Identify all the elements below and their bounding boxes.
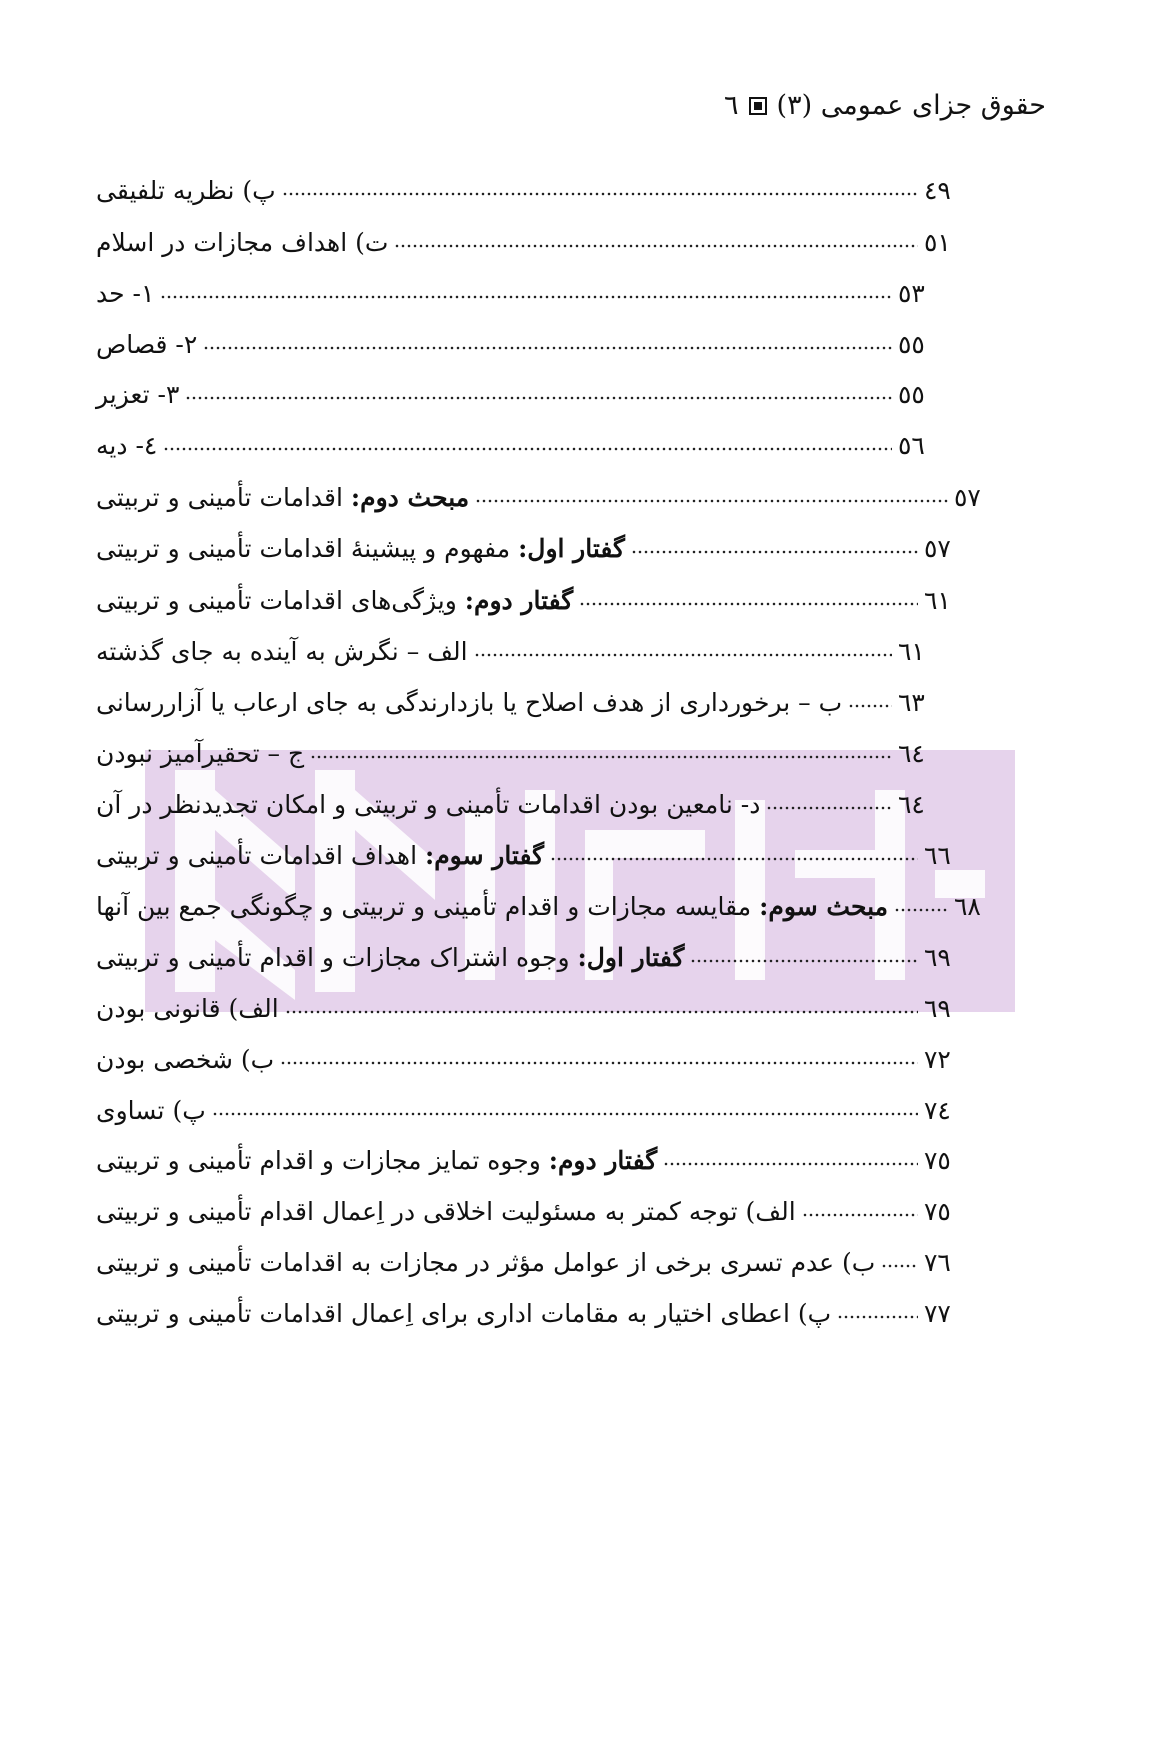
toc-dot-leader (631, 550, 918, 554)
toc-entry-title (96, 380, 179, 409)
toc-page-number: ٥٧ (954, 482, 981, 512)
toc-page-number: ٦١ (924, 585, 951, 615)
toc-dot-leader (282, 192, 918, 196)
toc-entry-title (96, 1299, 831, 1328)
toc-entry-text: ویژگی‌های اقدامات تأمینی و تربیتی (96, 585, 465, 615)
toc-entry-text: اهداف اقدامات تأمینی و تربیتی (96, 840, 425, 870)
toc-page-number: ٦١ (898, 636, 925, 666)
toc-entry[interactable] (96, 1242, 958, 1282)
toc-entry[interactable] (96, 835, 958, 875)
toc-entry-title (96, 330, 197, 359)
toc-entry-text: ب – برخورداری از هدف اصلاح یا بازدارندگی به جای ارعاب یا آزاررسانی (96, 687, 843, 717)
toc-entry-title (96, 586, 573, 615)
toc-entry[interactable] (96, 374, 932, 414)
square-bullet-icon (749, 97, 767, 115)
toc-entry-title (96, 841, 544, 870)
toc-page-number: ٧٧ (924, 1298, 951, 1328)
toc-entry-title (96, 279, 154, 308)
toc-dot-leader (690, 959, 918, 963)
toc-entry-text: ب) عدم تسری برخی از عوامل مؤثر در مجازات به اقدامات تأمینی و تربیتی (96, 1247, 876, 1277)
toc-entry-label: مبحث دوم: (350, 482, 470, 512)
book-title: حقوق جزای عمومی (٣) (776, 90, 1046, 121)
toc-entry[interactable] (96, 1140, 958, 1180)
toc-entry-title (96, 892, 888, 921)
toc-entry[interactable] (96, 631, 932, 671)
toc-page-number: ٧٥ (924, 1145, 951, 1175)
toc-entry-text: الف) توجه کمتر به مسئولیت اخلاقی در اِعمال اقدام تأمینی و تربیتی (96, 1196, 796, 1226)
toc-entry-text: ١- حد (96, 278, 155, 308)
toc-entry[interactable] (96, 1191, 958, 1231)
toc-page-number: ٥٣ (898, 278, 925, 308)
toc-dot-leader (837, 1315, 918, 1319)
toc-entry[interactable] (96, 528, 958, 568)
toc-entry-text: ج – تحقیرآمیز نبودن (96, 738, 305, 768)
toc-entry-title (96, 943, 684, 972)
toc-entry[interactable] (96, 886, 988, 926)
toc-entry[interactable] (96, 1039, 958, 1079)
toc-entry-text: ٢- قصاص (96, 329, 198, 359)
toc-page-number: ٥٦ (898, 430, 925, 460)
toc-entry-label: مبحث سوم: (759, 891, 889, 921)
toc-page-number: ٥٧ (924, 533, 951, 563)
toc-entry-text: ب) شخصی بودن (96, 1044, 275, 1074)
toc-entry-title (96, 431, 157, 460)
toc-entry[interactable] (96, 580, 958, 620)
toc-entry-text: وجوه تمایز مجازات و اقدام تأمینی و تربیتی (96, 1145, 549, 1175)
toc-dot-leader (394, 244, 918, 248)
toc-page-number: ٦٤ (898, 738, 925, 768)
toc-page-number: ٦٤ (898, 789, 925, 819)
toc-page-number: ٦٩ (924, 942, 951, 972)
toc-entry-text: الف) قانونی بودن (96, 993, 279, 1023)
toc-dot-leader (881, 1264, 918, 1268)
toc-entry-title (96, 228, 388, 257)
toc-page-number: ٦٣ (898, 687, 925, 717)
toc-page-number: ٥١ (924, 227, 951, 257)
toc-entry-text: پ) تساوی (96, 1095, 206, 1125)
toc-page-number: ٧٥ (924, 1196, 951, 1226)
toc-entry-label: گفتار سوم: (424, 840, 545, 870)
toc-entry-title (96, 483, 469, 512)
toc-dot-leader (550, 857, 918, 861)
toc-entry[interactable] (96, 425, 932, 465)
toc-entry[interactable] (96, 784, 932, 824)
toc-page-number: ٧٤ (924, 1095, 951, 1125)
toc-entry-label: گفتار اول: (518, 533, 625, 563)
toc-page-number: ٦٩ (924, 993, 951, 1023)
toc-dot-leader (185, 396, 892, 400)
toc-entry-title (96, 1045, 274, 1074)
toc-entry-text: الف – نگرش به آینده به جای گذشته (96, 636, 468, 666)
toc-entry-title (96, 1146, 657, 1175)
toc-entry-text: پ) اعطای اختیار به مقامات اداری برای اِعمال اقدامات تأمینی و تربیتی (96, 1298, 832, 1328)
toc-entry-title (96, 1096, 206, 1125)
toc-page-number: ٥٥ (898, 329, 925, 359)
toc-dot-leader (212, 1112, 918, 1116)
toc-entry-text: ٤- دیه (96, 430, 158, 460)
toc-dot-leader (766, 806, 892, 810)
page-header (724, 90, 1046, 121)
toc-dot-leader (802, 1213, 918, 1217)
toc-entry-title (96, 739, 304, 768)
toc-page-number: ٥٥ (898, 379, 925, 409)
toc-entry-text: ٣- تعزیر (96, 379, 180, 409)
toc-entry-title (96, 790, 760, 819)
toc-dot-leader (848, 704, 892, 708)
toc-dot-leader (894, 908, 948, 912)
page-number: ٦ (724, 90, 739, 121)
toc-entry-text: وجوه اشتراک مجازات و اقدام تأمینی و تربیتی (96, 942, 578, 972)
toc-dot-leader (160, 295, 892, 299)
toc-entry-title (96, 994, 279, 1023)
toc-dot-leader (474, 653, 892, 657)
toc-entry-text: ت) اهداف مجازات در اسلام (96, 227, 389, 257)
toc-entry-title (96, 1197, 796, 1226)
toc-entry-title (96, 1248, 875, 1277)
toc-entry-label: گفتار اول: (577, 942, 685, 972)
toc-entry-title (96, 176, 276, 205)
toc-entry[interactable] (96, 1090, 958, 1130)
toc-entry-text: د- نامعین بودن اقدامات تأمینی و تربیتی و امکان تجدیدنظر در آن (96, 789, 761, 819)
toc-entry-text: مقایسه مجازات و اقدام تأمینی و تربیتی و چگونگی جمع بین آنها (96, 891, 760, 921)
toc-entry[interactable] (96, 273, 932, 313)
toc-entry[interactable] (96, 170, 958, 210)
toc-dot-leader (285, 1010, 918, 1014)
toc-entry[interactable] (96, 682, 932, 722)
toc-entry[interactable] (96, 988, 958, 1028)
toc-entry[interactable] (96, 477, 988, 517)
toc-page-number: ٧٢ (924, 1044, 951, 1074)
toc-page-number: ٦٦ (924, 840, 951, 870)
toc-dot-leader (310, 755, 892, 759)
toc-entry[interactable] (96, 222, 958, 262)
toc-entry-label: گفتار دوم: (464, 585, 574, 615)
toc-entry[interactable] (96, 1293, 958, 1333)
toc-entry-title (96, 688, 842, 717)
toc-entry-label: گفتار دوم: (548, 1145, 658, 1175)
toc-entry-text: پ) نظریه تلفیقی (96, 175, 276, 205)
toc-dot-leader (579, 602, 918, 606)
toc-dot-leader (663, 1162, 918, 1166)
toc-entry-text: مفهوم و پیشینهٔ اقدامات تأمینی و تربیتی (96, 533, 519, 563)
toc-dot-leader (163, 447, 892, 451)
toc-page-number: ٧٦ (924, 1247, 951, 1277)
toc-entry[interactable] (96, 937, 958, 977)
toc-dot-leader (280, 1061, 918, 1065)
toc-entry[interactable] (96, 733, 932, 773)
toc-page-number: ٦٨ (954, 891, 981, 921)
toc-entry-title (96, 637, 468, 666)
toc-entry[interactable] (96, 324, 932, 364)
toc-dot-leader (203, 346, 892, 350)
toc-dot-leader (475, 499, 948, 503)
toc-entry-text: اقدامات تأمینی و تربیتی (96, 482, 351, 512)
toc-entry-title (96, 534, 625, 563)
toc-page-number: ٤٩ (924, 175, 951, 205)
